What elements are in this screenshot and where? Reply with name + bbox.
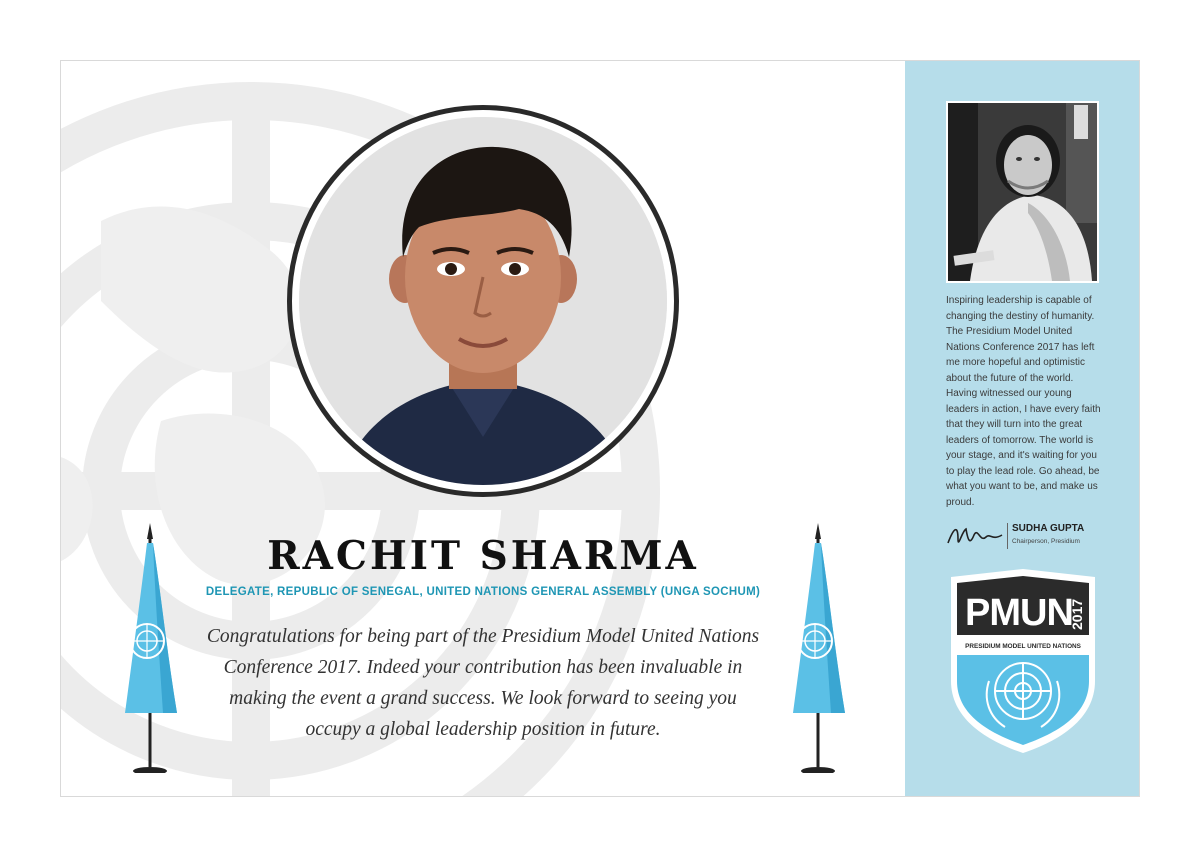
emblem-title: PMUN xyxy=(965,592,1073,634)
main-panel xyxy=(61,61,905,796)
emblem-year: 2017 xyxy=(1069,598,1085,630)
delegate-name: RACHIT SHARMA xyxy=(267,533,699,579)
congratulations-message: Congratulations for being part of the Presidium Model United Nations Conference 2017. Indeed your contribution has been invaluable in making the event a grand success. We look forward to seeing you occupy a global leadership position in future. xyxy=(206,626,760,740)
chairperson-photo xyxy=(946,101,1099,283)
signature-divider xyxy=(1007,523,1008,549)
chairperson-name: SUDHA GUPTA xyxy=(1012,523,1085,534)
signature-block xyxy=(946,519,1106,553)
certificate xyxy=(60,60,1140,797)
chairperson-sidebar xyxy=(905,61,1139,796)
signature-icon xyxy=(946,521,1004,551)
un-flag-icon xyxy=(783,523,853,773)
emblem-subtitle: PRESIDIUM MODEL UNITED NATIONS xyxy=(965,643,1081,650)
delegate-portrait xyxy=(299,117,667,485)
un-flag-icon xyxy=(115,523,185,773)
chairperson-message: Inspiring leadership is capable of changing the destiny of humanity. The Presidium Model United Nations Conference 2017 has left me more hopeful and optimistic about the future of the world. Having witnessed our young leaders in action, I have every faith that they will turn into the great leaders of tomorrow. The world is your stage, and it's waiting for you to play the lead role. Go ahead, be what you want to be, and make us proud. xyxy=(946,295,1101,508)
delegate-portrait-frame xyxy=(287,105,679,497)
chairperson-title: Chairperson, Presidium xyxy=(1012,538,1080,545)
delegate-designation: DELEGATE, REPUBLIC OF SENEGAL, UNITED NATIONS GENERAL ASSEMBLY (UNGA SOCHUM) xyxy=(205,586,761,598)
pmun-emblem-icon xyxy=(949,569,1097,755)
